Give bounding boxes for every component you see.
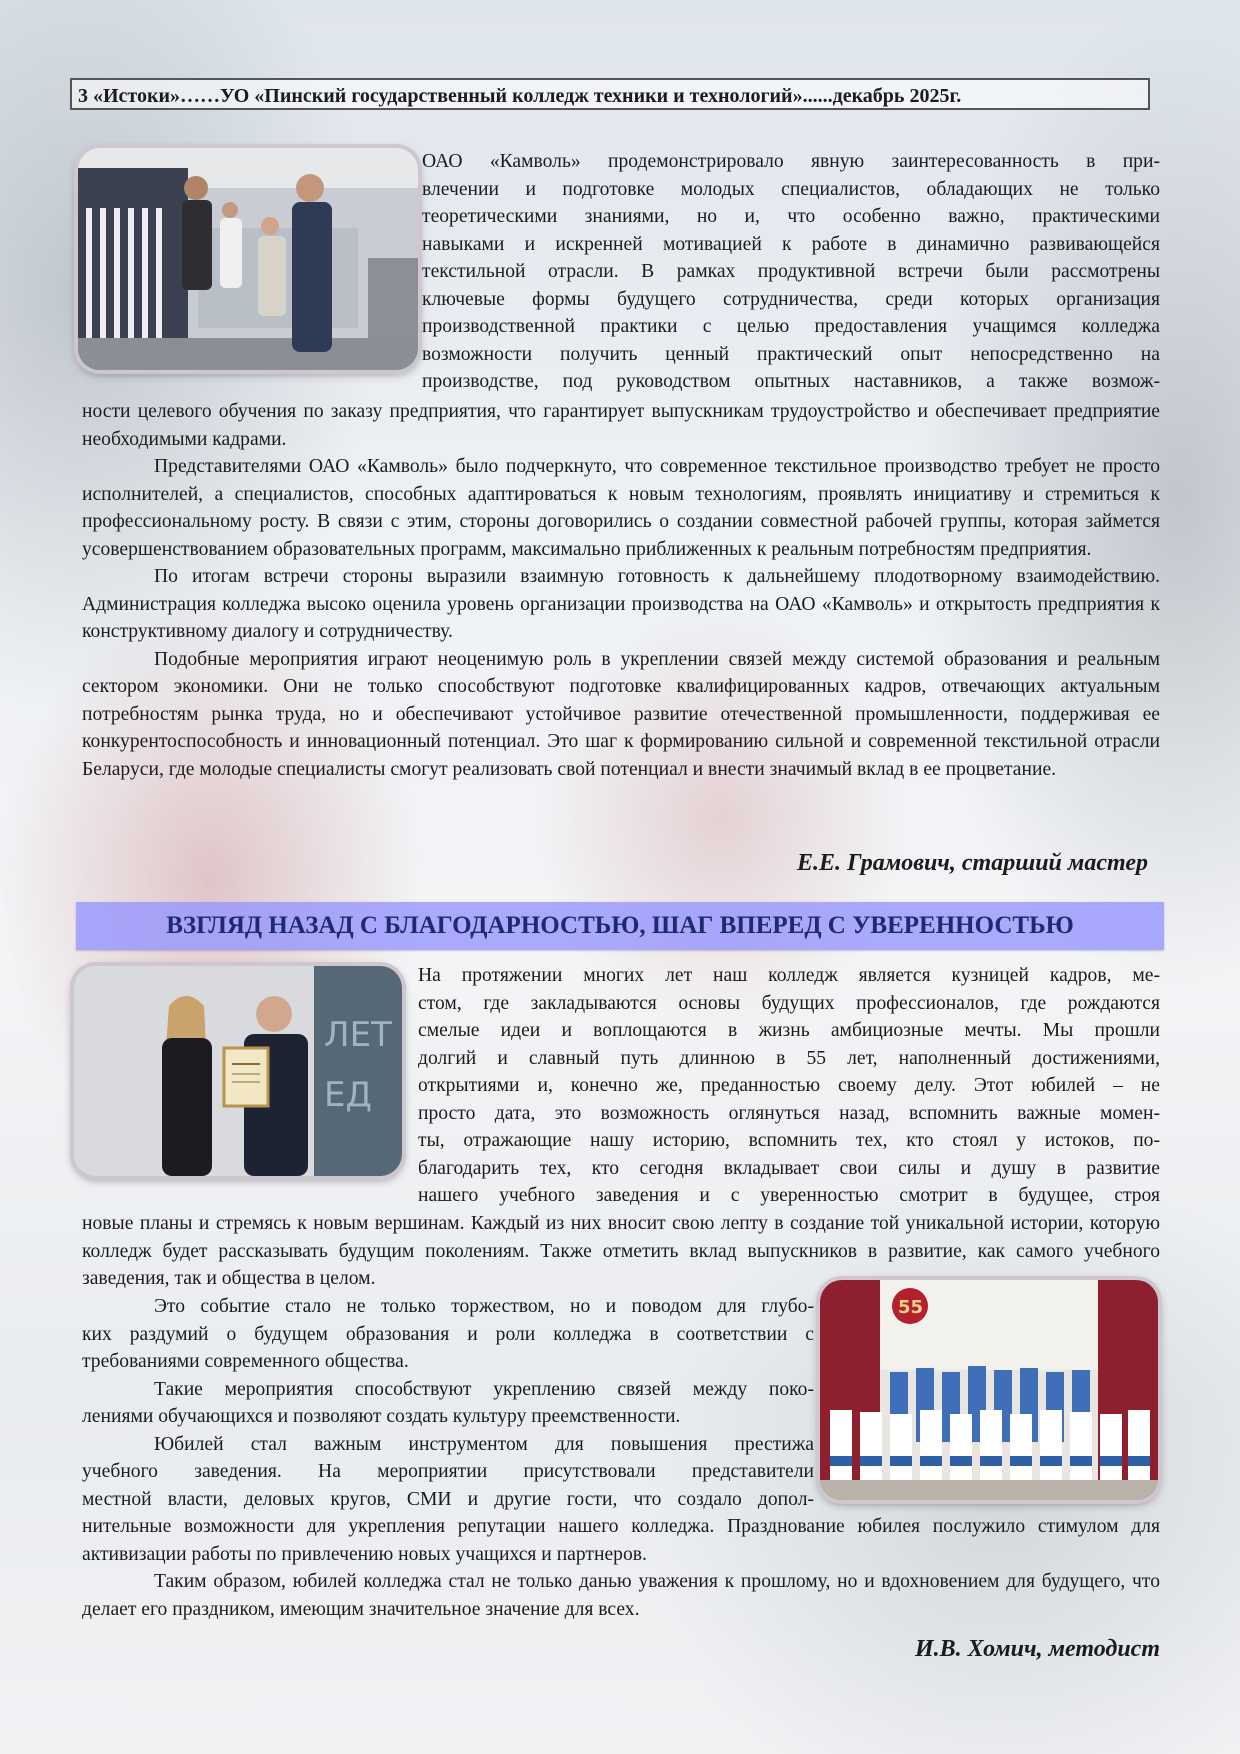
article1-wrap-line: производстве, под руководством опытных наставников, а также возмож- <box>422 371 1160 392</box>
article2-wrap-line: стом, где закладываются основы будущих профессионалов, где рождаются <box>418 992 1160 1014</box>
award-ceremony-photo <box>74 966 402 1176</box>
article1-body <box>82 398 1160 783</box>
article1-wrap-text <box>422 148 1160 396</box>
article2-wrap-line: нашего учебного заведения и с уверенностью смотрит в будущее, строя <box>418 1185 1160 1206</box>
article1-wrap-line: производственной практики с целью предоставления учащимся колледжа <box>422 316 1160 337</box>
article2-wrap-text <box>418 962 1160 1210</box>
article2-wrap-line: просто дата, это возможность оглянуться назад, вспомнить важные момен- <box>418 1102 1160 1124</box>
article2-p4-line: местной власти, деловых кругов, СМИ и другие гости, что создало допол- <box>82 1488 814 1510</box>
article2-paragraph: нительные возможности для укрепления репутации нашего колледжа. Празднование юбилея послужило стимулом для активизации работы по привлечению новых учащихся и партнеров. <box>82 1516 1160 1565</box>
article2-wrap-line: долгий и славный путь длинною в 55 лет, наполненный достижениями, <box>418 1047 1160 1069</box>
article2-title: ВЗГЛЯД НАЗАД С БЛАГОДАРНОСТЬЮ, ШАГ ВПЕРЕД С УВЕРЕННОСТЬЮ <box>76 902 1164 950</box>
article2-wrap-line: благодарить тех, кто сегодня вкладывает свои силы и душу в развитие <box>418 1157 1160 1179</box>
page-header: 3 «Истоки»……УО «Пинский государственный колледж техники и технологий»......декабрь 2025г. <box>70 78 1150 110</box>
article1-wrap-line: возможности получить ценный практический опыт непосредственно на <box>422 343 1160 365</box>
article2-body-mid <box>82 1293 814 1513</box>
factory-visit-photo <box>78 148 418 370</box>
article2-p3-line: Такие мероприятия способствуют укреплению связей между поко- <box>154 1378 814 1400</box>
article1-paragraph: ности целевого обучения по заказу предприятия, что гарантирует выпускникам трудоустройство и обеспечивает предприятие необходимыми кадрами. <box>82 401 1160 450</box>
article2-paragraph: Таким образом, юбилей колледжа стал не только данью уважения к прошлому, но и вдохновением для будущего, что делает его праздником, имеющим значительное значение для всех. <box>82 1571 1160 1620</box>
article2-paragraph: новые планы и стремясь к новым вершинам. Каждый из них вносит свою лепту в создание той уникальной истории, которую колледж будет рассказывать будущим поколениям. Также отметить вклад выпускников в развитие, как самого учебного заведения, так и общества в целом. <box>82 1213 1160 1289</box>
article2-p2-line: требованиями современного общества. <box>82 1351 409 1372</box>
article1-signature: Е.Е. Грамович, старший мастер <box>796 850 1148 876</box>
article2-wrap-line: На протяжении многих лет наш колледж является кузницей кадров, ме- <box>418 965 1160 986</box>
article2-p4-line: Юбилей стал важным инструментом для повышения престижа <box>154 1433 814 1455</box>
article2-signature: И.В. Хомич, методист <box>914 1636 1160 1662</box>
article2-wrap-line: ты, отражающие нашу историю, вспомнить тех, кто стоял у истоков, по- <box>418 1130 1160 1151</box>
article1-wrap-line: текстильной отрасли. В рамках продуктивной встречи были рассмотрены <box>422 261 1160 282</box>
article2-body-lower <box>82 1513 1160 1623</box>
folk-ensemble-photo <box>820 1280 1158 1500</box>
article1-wrap-line: навыками и искренней мотивацией к работе в динамично развивающейся <box>422 233 1160 255</box>
article1-paragraph: По итогам встречи стороны выразили взаимную готовность к дальнейшему плодотворному взаимодействию. Администрация колледжа высоко оценила уровень организации производства на ОАО «Камволь» и открытость предприятия к конструктивному диалогу и сотрудничеству. <box>82 566 1160 642</box>
article1-paragraph: Подобные мероприятия играют неоценимую роль в укреплении связей между системой образования и реальным сектором экономики. Они не только способствуют подготовке квалифицированных кадров, отвечающих актуальным потребностям рынка труда, но и обеспечивают устойчивое развитие отечественной промышленности, поддерживая ее конкурентоспособность и инновационный потенциал. Это шаг к формированию сильной и современной текстильной отрасли Беларуси, где молодые специалисты смогут реализовать свой потенциал и внести значимый вклад в ее процветание. <box>82 648 1160 780</box>
article2-wrap-line: смелые идеи и воплощаются в жизнь амбициозные мечты. Мы прошли <box>418 1020 1160 1041</box>
article1-wrap-line: ОАО «Камволь» продемонстрировало явную заинтересованность в при- <box>422 151 1160 172</box>
article2-p2-line: ких раздумий о будущем образования и роли колледжа в соответствии с <box>82 1323 814 1345</box>
article1-paragraph: Представителями ОАО «Камволь» было подчеркнуто, что современное текстильное производство требует не просто исполнителей, а специалистов, способных адаптироваться к новым технологиям, проявлять инициативу и стремиться к профессиональному росту. В связи с этим, стороны договорились о создании совместной рабочей группы, которая займется усовершенствованием образовательных программ, максимально приближенных к реальным потребностям предприятия. <box>82 456 1160 560</box>
svg-text:ЕД: ЕД <box>324 1075 373 1115</box>
article1-wrap-line: теоретическими знаниями, но и, что особенно важно, практическими <box>422 206 1160 227</box>
article2-p3-line: лениями обучающихся и позволяют создать культуру преемственности. <box>82 1406 681 1427</box>
article2-p4-line: учебного заведения. На мероприятии присутствовали представители <box>82 1461 814 1482</box>
article1-wrap-line: ключевые формы будущего сотрудничества, среди которых организация <box>422 288 1160 310</box>
article2-wrap-line: открытиями и, конечно же, преданностью своему делу. Этот юбилей – не <box>418 1075 1160 1096</box>
article2-p2-line: Это событие стало не только торжеством, но и поводом для глубо- <box>154 1296 814 1317</box>
svg-text:ЛЕТ: ЛЕТ <box>324 1015 392 1055</box>
svg-text:55: 55 <box>898 1297 924 1318</box>
article1-wrap-line: влечении и подготовке молодых специалистов, обладающих не только <box>422 178 1160 200</box>
